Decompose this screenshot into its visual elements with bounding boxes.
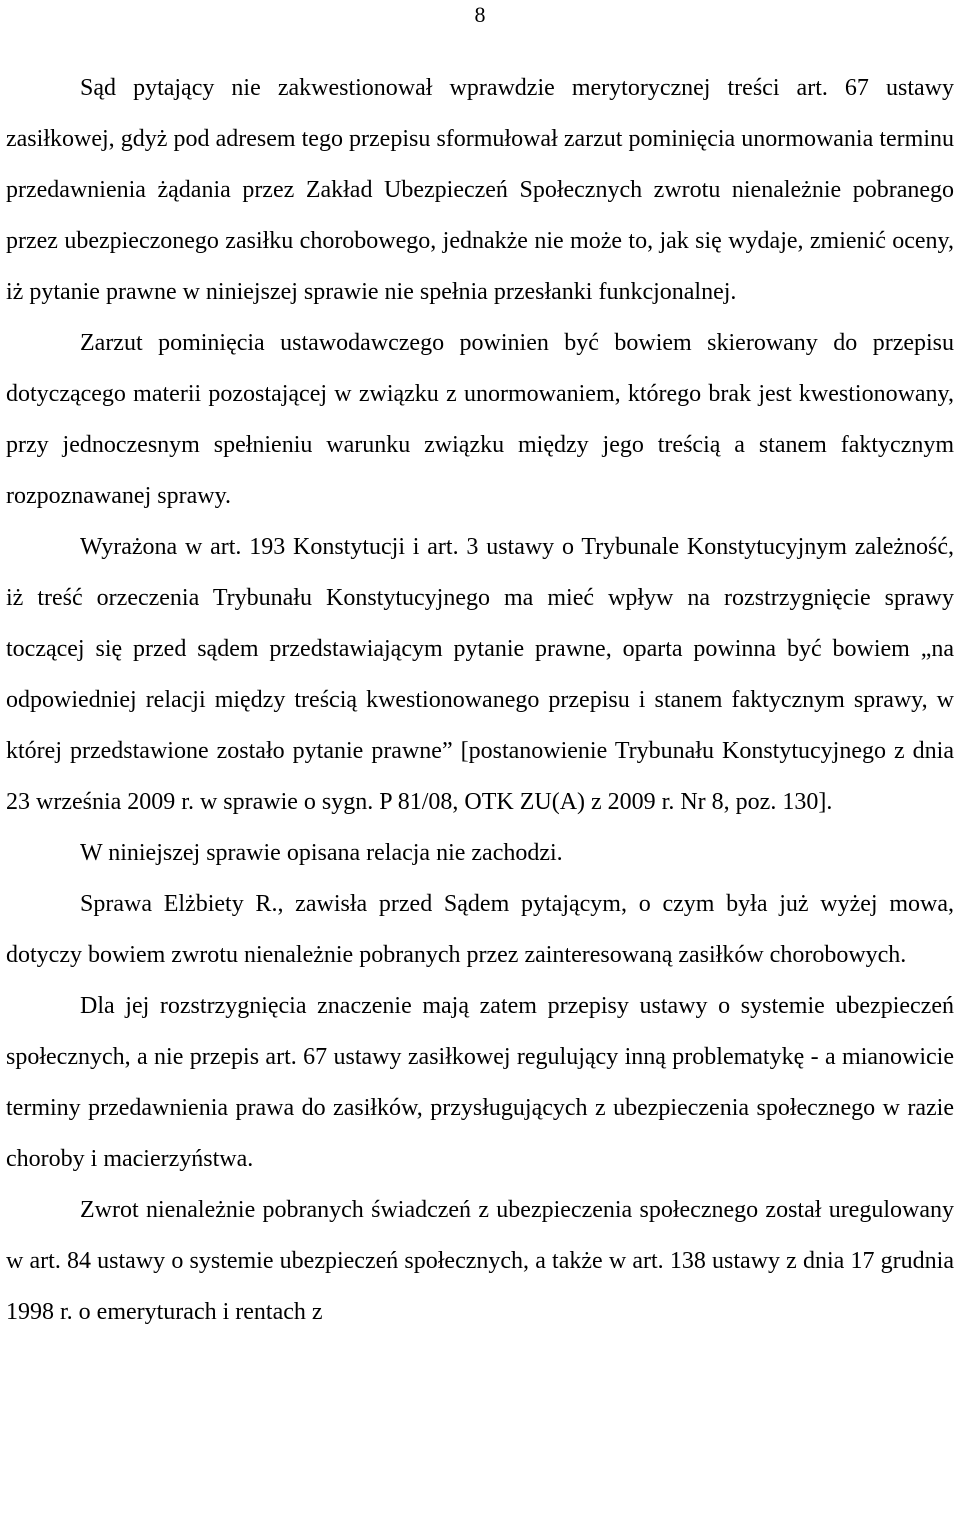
paragraph: Zwrot nienależnie pobranych świadczeń z ubezpieczenia społecznego został uregulowany w art. 84 ustawy o systemie ubezpieczeń społecznych, a także w art. 138 ustawy z dnia 17 grudnia 1998 r. o emeryturach i rentach z xyxy=(6,1197,954,1325)
paragraph: Dla jej rozstrzygnięcia znaczenie mają zatem przepisy ustawy o systemie ubezpieczeń społecznych, a nie przepis art. 67 ustawy zasiłkowej regulujący inną problematykę - a mianowicie terminy przedawnienia prawa do zasiłków, przysługujących z ubezpieczenia społecznego w razie choroby i macierzyństwa. xyxy=(6,993,954,1172)
paragraph: W niniejszej sprawie opisana relacja nie zachodzi. xyxy=(80,840,563,866)
page-number: 8 xyxy=(474,2,486,27)
document-body xyxy=(6,63,954,1338)
paragraph: Zarzut pominięcia ustawodawczego powinien być bowiem skierowany do przepisu dotyczącego materii pozostającej w związku z unormowaniem, którego brak jest kwestionowany, przy jednoczesnym spełnieniu warunku związku między jego treścią a stanem faktycznym rozpoznawanej sprawy. xyxy=(6,330,954,509)
paragraph: Sąd pytający nie zakwestionował wprawdzie merytorycznej treści art. 67 ustawy zasiłkowej, gdyż pod adresem tego przepisu sformułował zarzut pominięcia unormowania terminu przedawnienia żądania przez Zakład Ubezpieczeń Społecznych zwrotu nienależnie pobranego przez ubezpieczonego zasiłku chorobowego, jednakże nie może to, jak się wydaje, zmienić oceny, iż pytanie prawne w niniejszej sprawie nie spełnia przesłanki funkcjonalnej. xyxy=(6,75,954,305)
paragraph: Sprawa Elżbiety R., zawisła przed Sądem pytającym, o czym była już wyżej mowa, dotyczy bowiem zwrotu nienależnie pobranych przez zainteresowaną zasiłków chorobowych. xyxy=(6,891,954,968)
paragraph: Wyrażona w art. 193 Konstytucji i art. 3 ustawy o Trybunale Konstytucyjnym zależność, iż treść orzeczenia Trybunału Konstytucyjnego ma mieć wpływ na rozstrzygnięcie sprawy toczącej się przed sądem przedstawiającym pytanie prawne, oparta powinna być bowiem „na odpowiedniej relacji między treścią kwestionowanego przepisu i stanem faktycznym sprawy, w której przedstawione zostało pytanie prawne” [postanowienie Trybunału Konstytucyjnego z dnia 23 września 2009 r. w sprawie o sygn. P 81/08, OTK ZU(A) z 2009 r. Nr 8, poz. 130]. xyxy=(6,534,954,815)
